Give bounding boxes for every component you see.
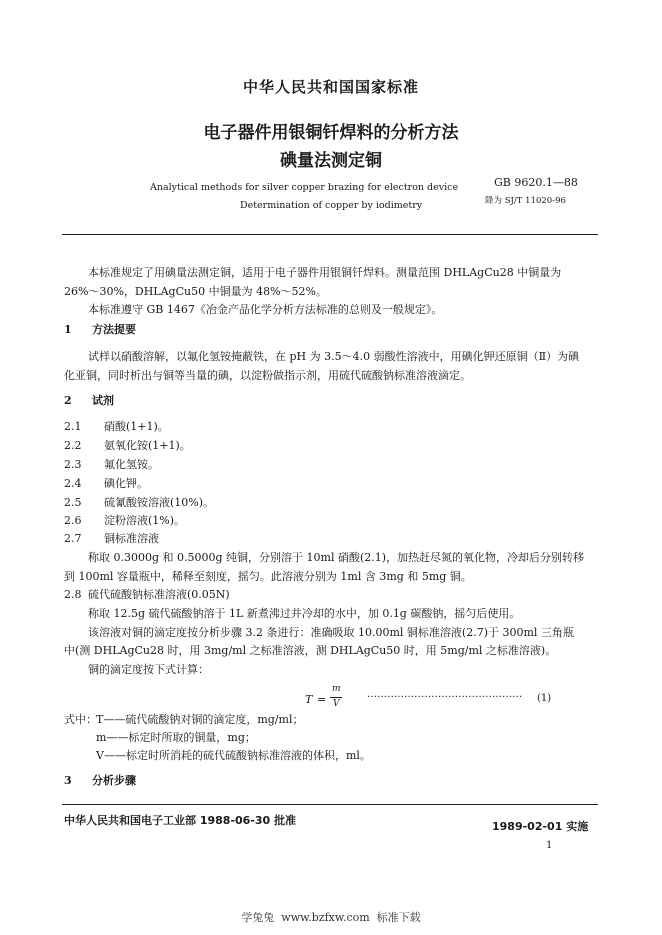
item-2-8-number: 2.8 bbox=[64, 588, 82, 601]
standard-org-header: 中华人民共和国国家标准 bbox=[242, 78, 419, 96]
reagent-item: 铜标准溶液 bbox=[104, 532, 159, 545]
item-2-8-text-line2: 该溶液对铜的滴定度按分析步骤 3.2 条进行：准确吸取 10.00ml 铜标准溶液(2.7)于 300ml 三角瓶 bbox=[88, 626, 574, 639]
item-2-8-text-line4: 铜的滴定度按下式计算： bbox=[88, 663, 209, 676]
footer-rule bbox=[62, 804, 598, 805]
approval-line: 中华人民共和国电子工业部 1988-06-30 批准 bbox=[64, 814, 297, 827]
section-3-number: 3 bbox=[64, 774, 72, 787]
standard-alt-number: 降为 SJ/T 11020-96 bbox=[485, 196, 566, 206]
reagent-number: 2.4 bbox=[64, 477, 82, 490]
reagent-number: 2.6 bbox=[64, 514, 82, 527]
section-1-number: 1 bbox=[64, 323, 72, 336]
item-2-7-text-line2: 到 100ml 容量瓶中，稀释至刻度，摇匀。此溶液分别为 1ml 含 3mg 和 5mg 铜。 bbox=[64, 570, 472, 583]
where-v-definition: V——标定时所消耗的硫代硫酸钠标准溶液的体积，ml。 bbox=[96, 749, 371, 762]
site-watermark: 学兔兔 www.bzfxw.com 标准下载 bbox=[241, 911, 421, 924]
intro-paragraph-line1: 本标准规定了用碘量法测定铜，适用于电子器件用银铜钎焊料。测量范围 DHLAgCu28 中铜量为 bbox=[88, 266, 562, 279]
intro-paragraph-line2: 26%～30%，DHLAgCu50 中铜量为 48%～52%。 bbox=[64, 285, 327, 298]
english-title-line1: Analytical methods for silver copper brazing for electron device bbox=[150, 182, 459, 193]
reagent-item: 碘化钾。 bbox=[104, 477, 148, 490]
reagent-number: 2.7 bbox=[64, 532, 82, 545]
standard-number: GB 9620.1—88 bbox=[494, 176, 578, 189]
item-2-8-text-line3: 中(测 DHLAgCu28 时，用 3mg/ml 之标准溶液，测 DHLAgCu50 时，用 5mg/ml 之标准溶液)。 bbox=[64, 644, 557, 657]
reagent-item: 淀粉溶液(1%)。 bbox=[104, 514, 186, 527]
item-2-7-text-line1: 称取 0.3000g 和 0.5000g 纯铜，分别溶于 10ml 硝酸(2.1)，加热赶尽氮的氧化物，冷却后分别转移 bbox=[88, 551, 585, 564]
where-t-definition: T——硫代硫酸钠对铜的滴定度，mg/ml； bbox=[96, 713, 304, 726]
header-rule bbox=[62, 234, 598, 235]
formula-lhs: T bbox=[305, 693, 313, 706]
reagent-item: 氟化氢铵。 bbox=[104, 458, 159, 471]
section-1-text-line2: 化亚铜，同时析出与铜等当量的碘，以淀粉做指示剂，用硫代硫酸钠标准溶液滴定。 bbox=[64, 369, 471, 382]
formula-label: (1) bbox=[537, 693, 552, 704]
section-2-number: 2 bbox=[64, 394, 72, 407]
where-m-definition: m——标定时所取的铜量，mg； bbox=[96, 731, 256, 744]
formula-denominator: V bbox=[333, 699, 340, 709]
reagent-number: 2.5 bbox=[64, 496, 82, 509]
formula bbox=[305, 684, 555, 714]
section-1-title: 方法提要 bbox=[92, 323, 136, 336]
section-2-title: 试剂 bbox=[92, 394, 114, 407]
section-1-text-line1: 试样以硝酸溶解，以氟化氢铵掩蔽铁，在 pH 为 3.5～4.0 弱酸性溶液中，用碘化钾还原铜（Ⅱ）为碘 bbox=[88, 350, 580, 363]
effective-date: 1989-02-01 实施 bbox=[492, 820, 589, 833]
item-2-8-text-line1: 称取 12.5g 硫代硫酸钠溶于 1L 新煮沸过并冷却的水中，加 0.1g 碳酸钠，摇匀后使用。 bbox=[88, 607, 521, 620]
where-prefix: 式中： bbox=[64, 713, 97, 726]
reagent-number: 2.3 bbox=[64, 458, 82, 471]
item-2-8-title: 硫代硫酸钠标准溶液(0.05N) bbox=[88, 588, 230, 601]
section-3-title: 分析步骤 bbox=[92, 774, 136, 787]
reagent-number: 2.2 bbox=[64, 439, 82, 452]
page-number: 1 bbox=[546, 840, 553, 851]
reagent-item: 硫氰酸铵溶液(10%)。 bbox=[104, 496, 215, 509]
document-title-line1: 电子器件用银铜钎焊料的分析方法 bbox=[203, 123, 459, 143]
formula-equals: = bbox=[317, 693, 327, 706]
document-title-line2: 碘量法测定铜 bbox=[280, 151, 382, 171]
intro-paragraph-2: 本标准遵守 GB 1467《冶金产品化学分析方法标准的总则及一般规定》。 bbox=[88, 303, 443, 316]
english-title-line2: Determination of copper by iodimetry bbox=[240, 200, 423, 211]
reagent-item: 硝酸(1+1)。 bbox=[104, 420, 169, 433]
formula-numerator: m bbox=[332, 684, 341, 694]
reagent-number: 2.1 bbox=[64, 420, 82, 433]
reagent-item: 氨氧化铵(1+1)。 bbox=[104, 439, 191, 452]
formula-leader-dots: ·············································· bbox=[367, 692, 523, 703]
fraction-bar bbox=[330, 697, 342, 698]
